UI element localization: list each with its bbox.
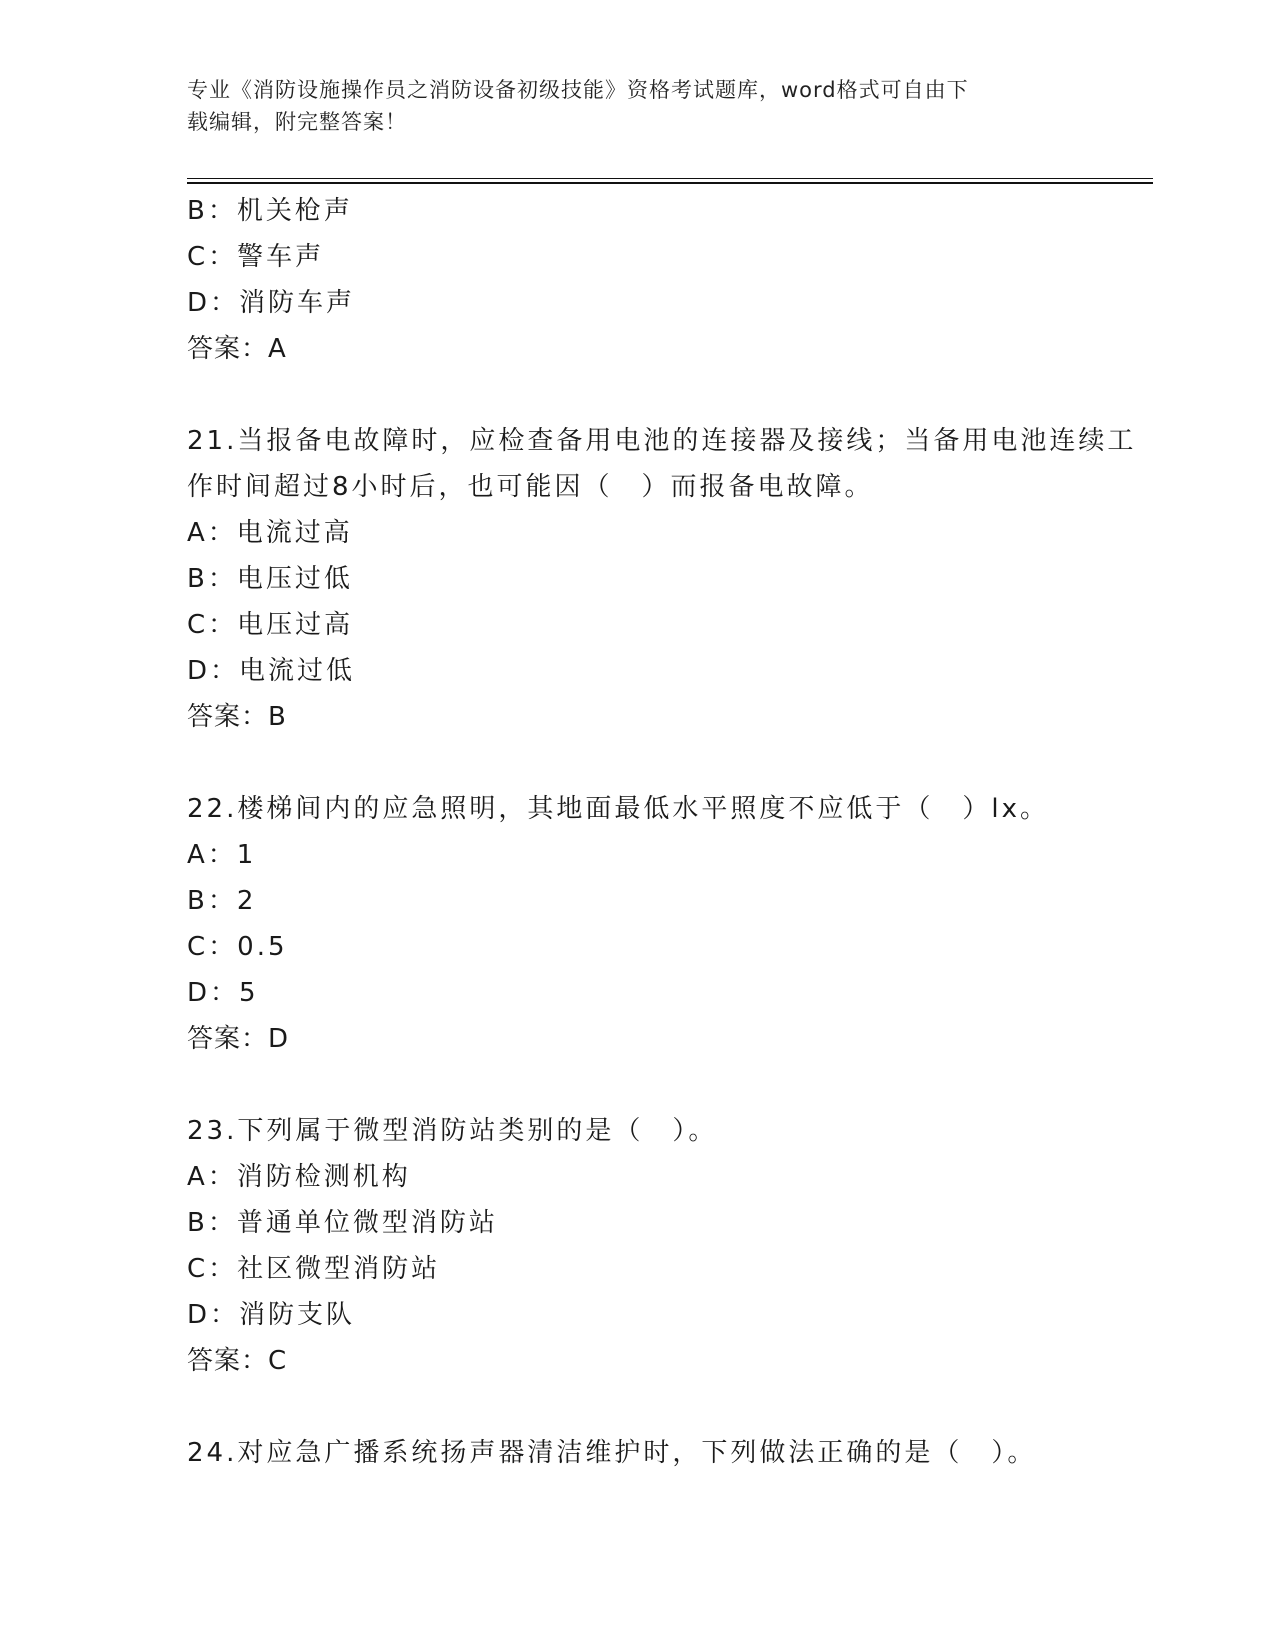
- question-list: [187, 188, 1153, 1476]
- header-line-1: 专业《消防设施操作员之消防设备初级技能》资格考试题库，word格式可自由下: [187, 78, 969, 102]
- spacer: [187, 372, 1153, 418]
- spacer: [187, 1384, 1153, 1430]
- question-text: 23.下列属于微型消防站类别的是（ ）。: [187, 1116, 718, 1146]
- option-c: C：电压过高: [187, 610, 354, 640]
- question-text: 24.对应急广播系统扬声器清洁维护时，下列做法正确的是（ ）。: [187, 1438, 1037, 1468]
- answer-line: 答案：C: [187, 1346, 288, 1376]
- option-d: D：电流过低: [187, 656, 356, 686]
- option-b: B：普通单位微型消防站: [187, 1208, 498, 1238]
- header-rule-thick: [187, 182, 1153, 184]
- question-22-block: [187, 786, 1153, 1062]
- question-text: 21.当报备电故障时，应检查备用电池的连接器及接线；当备用电池连续工作时间超过8小时后，也可能因（ ）而报备电故障。: [187, 426, 1137, 502]
- option-c: C：警车声: [187, 242, 325, 272]
- previous-question-block: [187, 188, 1153, 372]
- spacer: [187, 1062, 1153, 1108]
- question-text: 22.楼梯间内的应急照明，其地面最低水平照度不应低于（ ）lx。: [187, 794, 1049, 824]
- question-21-block: [187, 418, 1153, 740]
- document-header: [187, 74, 1067, 138]
- option-b: B：2: [187, 886, 257, 916]
- option-c: C：社区微型消防站: [187, 1254, 441, 1284]
- answer-line: 答案：B: [187, 702, 287, 732]
- question-23-block: [187, 1108, 1153, 1384]
- spacer: [187, 740, 1153, 786]
- option-d: D：消防车声: [187, 288, 356, 318]
- header-rule-thin: [187, 178, 1153, 179]
- option-b: B：机关枪声: [187, 196, 353, 226]
- option-c: C：0.5: [187, 932, 288, 962]
- option-d: D：5: [187, 978, 259, 1008]
- answer-line: 答案：D: [187, 1024, 290, 1054]
- option-a: A：消防检测机构: [187, 1162, 411, 1192]
- option-b: B：电压过低: [187, 564, 353, 594]
- option-d: D：消防支队: [187, 1300, 356, 1330]
- option-a: A：1: [187, 840, 257, 870]
- answer-line: 答案：A: [187, 334, 287, 364]
- option-a: A：电流过高: [187, 518, 353, 548]
- header-line-2: 载编辑，附完整答案！: [187, 110, 407, 134]
- question-24-block: [187, 1430, 1153, 1476]
